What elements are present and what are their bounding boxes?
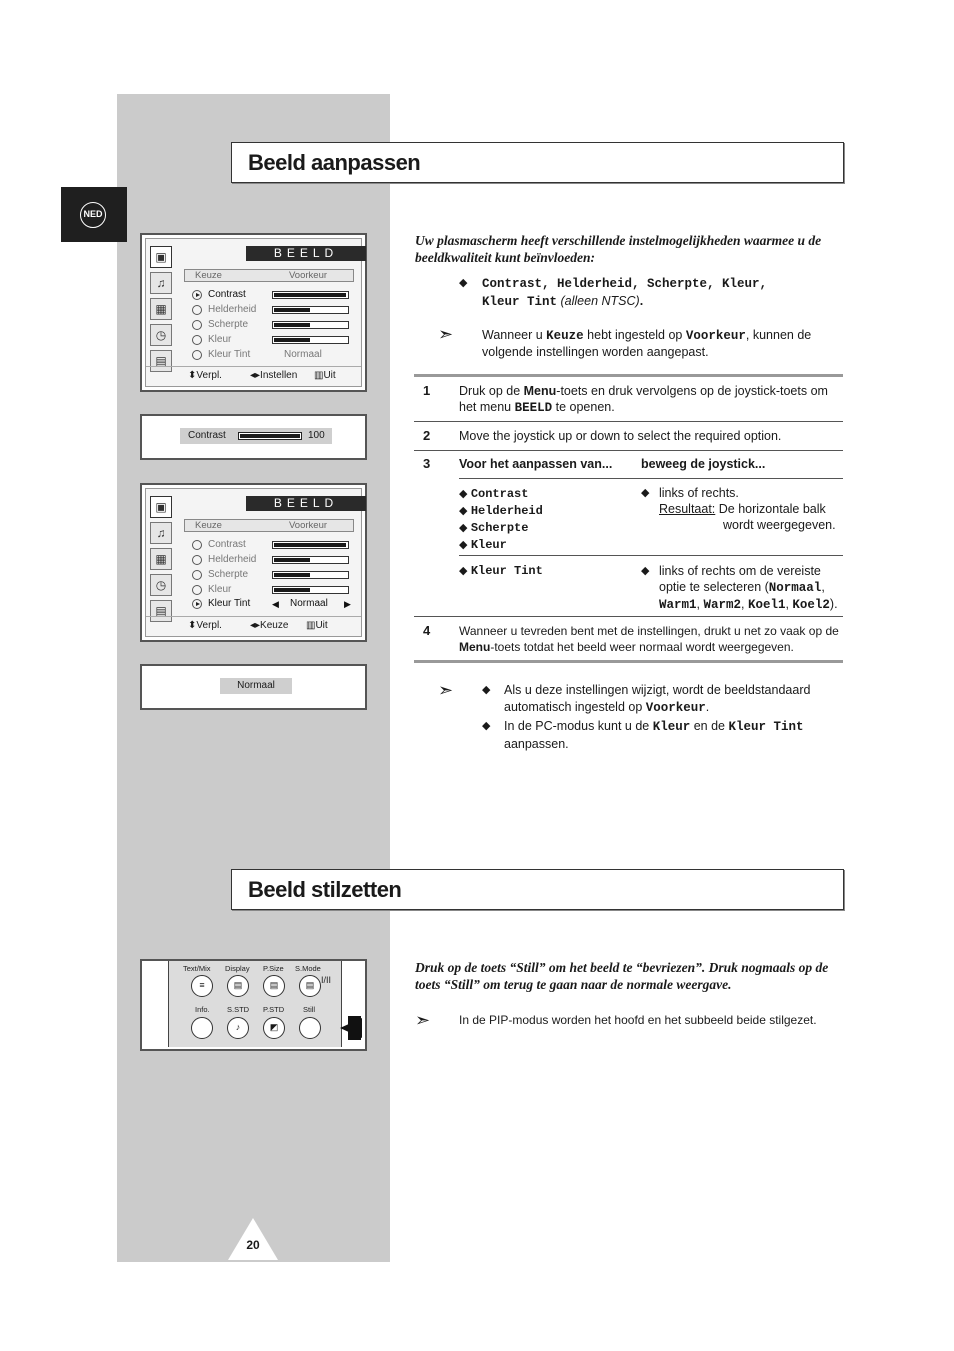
setup-icon: ▦ (150, 298, 172, 320)
intro-text-2: Druk op de toets “Still” om het beeld te “bevriezen”. Druk nogmaals op de toets “Still” om terug te gaan naar de normale weergave. (415, 960, 829, 992)
step-3-action: ◆ links of rechts. Resultaat: De horizontale balk wordt weergegeven. (641, 486, 836, 532)
tv-icon: ▤ (150, 600, 172, 622)
sound-icon: ♫ (150, 522, 172, 544)
setup-icon: ▦ (150, 548, 172, 570)
step-3-head-right: beweeg de joystick... (641, 457, 766, 471)
step-1-text: Druk op de Menu-toets en druk vervolgens op de joystick-toets om het menu BEELD te openen. (459, 384, 828, 415)
s-std-button[interactable]: ♪ (227, 1017, 249, 1039)
contrast-slider-box (140, 414, 367, 460)
clock-icon: ◷ (150, 324, 172, 346)
s-mode-button[interactable]: ▤ (299, 975, 321, 997)
step-4-text: Wanneer u tevreden bent met de instellingen, drukt u net zo vaak op de Menu-toets totdat het beeld weer normaal wordt weergegeven. (459, 624, 839, 654)
level-bar-fill (274, 543, 346, 547)
section-title-beeld-stilzetten: Beeld stilzetten (231, 869, 844, 910)
tint-value: Normaal (220, 678, 292, 694)
step-3-items: ◆ Contrast ◆ Helderheid ◆ Scherpte ◆ Kleur (459, 487, 543, 552)
tv-icon: ▤ (150, 350, 172, 372)
note-arrow-icon: ➣ (438, 680, 454, 700)
level-bar-fill (274, 293, 346, 297)
step-3-tint: ◆ Kleur Tint (459, 564, 543, 578)
level-bar-fill (274, 323, 310, 327)
contrast-slider: Contrast 100 (180, 428, 332, 444)
step-3-tint-action: ◆ links of rechts om de vereiste optie te selecteren (Normaal, Warm1, Warm2, Koel1, Koel2). (641, 564, 838, 612)
sound-icon: ♫ (150, 272, 172, 294)
menu-footer: ⬍ Verpl. ◂▸ Keuze ▥ Uit (146, 616, 361, 636)
right-arrow-icon: ▶ (344, 599, 351, 609)
pointer-arrow-block (348, 1016, 361, 1040)
p-size-button[interactable]: ▤ (263, 975, 285, 997)
p-std-button[interactable]: ◩ (263, 1017, 285, 1039)
info-button[interactable] (191, 1017, 213, 1039)
menu-title: BEELD (246, 496, 366, 511)
display-button[interactable]: ▤ (227, 975, 249, 997)
language-badge: NED (80, 202, 106, 228)
mode-label: I/II (321, 975, 332, 985)
page-number: 20 (246, 1238, 260, 1252)
step-3-head-left: Voor het aanpassen van... (459, 457, 613, 471)
options-list: ◆ Contrast, Helderheid, Scherpte, Kleur, Kleur Tint (alleen NTSC). (459, 277, 768, 309)
level-bar-fill (274, 338, 310, 342)
note-arrow-icon: ➣ (438, 324, 454, 344)
diamond-bullet-icon: ◆ (459, 277, 468, 289)
note-1: Wanneer u Keuze hebt ingesteld op Voorkeur, kunnen de volgende instellingen worden aangepast. (482, 328, 812, 359)
text-mix-button[interactable]: ≡ (191, 975, 213, 997)
menu-header-right: Voorkeur (289, 270, 328, 281)
osd-screen-2: ▣ ♫ ▦ ◷ ▤ BEELD Keuze Voorkeur Contrast Helderheid Scherpte Kleur Kleur Tint ◀ Normaal ▶ ⬍ Verpl. ◂▸ Keuze ▥ Uit (140, 483, 367, 642)
menu-title: BEELD (246, 246, 366, 261)
level-bar-fill (274, 588, 310, 592)
level-bar-fill (274, 558, 310, 562)
remote-control: Text/Mix Display P.Size S.Mode I/II ≡ ▤ ▤ ▤ Info. S.STD P.STD Still ♪ ◩ (140, 959, 367, 1051)
notes-list: ◆ Als u deze instellingen wijzigt, wordt de beeldstandaard automatisch ingesteld op Voorkeur. ◆ In de PC-modus kunt u de Kleur en de Kleur Tint aanpassen. (482, 683, 811, 751)
slider-fill (240, 434, 300, 438)
left-arrow-icon: ◀ (272, 599, 279, 609)
picture-icon: ▣ (150, 246, 172, 268)
picture-icon: ▣ (150, 496, 172, 518)
intro-text-1: Uw plasmascherm heeft verschillende instelmogelijkheden waarmee u de beeldkwaliteit kunt beïnvloeden: (415, 233, 822, 265)
still-button[interactable] (299, 1017, 321, 1039)
note-arrow-icon: ➣ (415, 1010, 431, 1030)
menu-header (184, 269, 354, 282)
menu-footer: ⬍ Verpl. ◂▸ Instellen ▥ Uit (146, 366, 361, 386)
level-bar-fill (274, 573, 310, 577)
tint-value-box (140, 664, 367, 710)
pip-note: In de PIP-modus worden het hoofd en het subbeeld beide stilgezet. (459, 1013, 817, 1027)
osd-screen-1: ▣ ♫ ▦ ◷ ▤ BEELD Keuze Voorkeur Contrast Helderheid Scherpte Kleur Kleur Tint Normaal ⬍ Verpl. ◂▸ Instellen ▥ Uit (140, 233, 367, 392)
menu-header: Keuze Voorkeur (184, 519, 354, 532)
step-2-text: Move the joystick up or down to select the required option. (459, 429, 782, 443)
menu-header-left: Keuze (195, 270, 222, 281)
level-bar-fill (274, 308, 310, 312)
language-tab (61, 187, 127, 242)
clock-icon: ◷ (150, 574, 172, 596)
section-title-beeld-aanpassen: Beeld aanpassen (231, 142, 844, 183)
